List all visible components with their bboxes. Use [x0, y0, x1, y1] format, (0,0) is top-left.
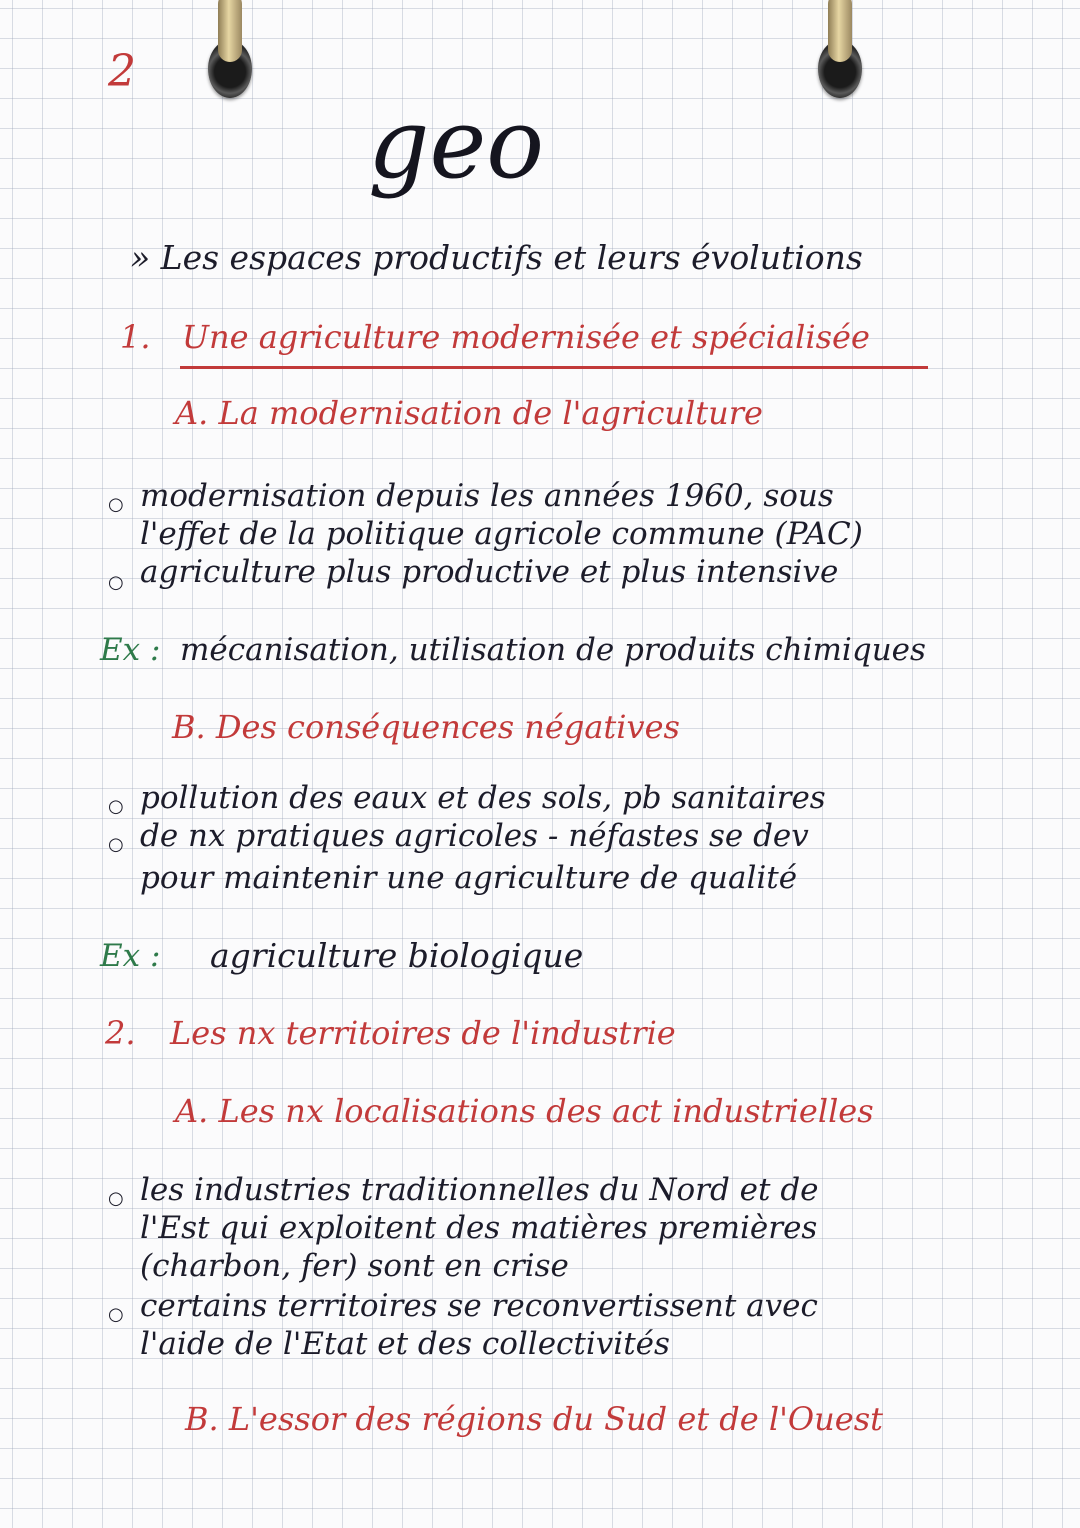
section1-a-bullet-2: agriculture plus productive et plus intensive — [140, 554, 839, 590]
bullet-dot: ○ — [108, 834, 124, 855]
section1-b-title: B. Des conséquences négatives — [172, 708, 680, 746]
section1-title: Une agriculture modernisée et spécialisée — [182, 318, 870, 356]
section2-a-bullet-2-cont: l'aide de l'Etat et des collectivités — [140, 1326, 670, 1362]
section1-b-example: agriculture biologique — [210, 936, 584, 975]
section1-number: 1. — [120, 318, 151, 356]
section2-a-bullet-1-cont2: (charbon, fer) sont en crise — [140, 1248, 569, 1284]
section2-a-bullet-2: certains territoires se reconvertissent avec — [140, 1288, 818, 1324]
main-heading: » Les espaces productifs et leurs évolutions — [130, 238, 863, 277]
section1-b-example-label: Ex : — [100, 938, 161, 974]
section1-a-bullet-1-cont: l'effet de la politique agricole commune (PAC) — [140, 516, 863, 552]
page-number: 2 — [108, 46, 136, 97]
bullet-dot: ○ — [108, 796, 124, 817]
section1-a-example-label: Ex : — [100, 632, 161, 668]
binder-ring-right — [818, 40, 862, 98]
section1-a-title: A. La modernisation de l'agriculture — [175, 394, 763, 432]
bullet-dot: ○ — [108, 1304, 124, 1325]
bullet-dot: ○ — [108, 1188, 124, 1209]
section1-b-bullet-1: pollution des eaux et des sols, pb sanitaires — [140, 780, 826, 816]
section2-a-bullet-1-cont1: l'Est qui exploitent des matières premières — [140, 1210, 818, 1246]
section1-b-bullet-2-cont: pour maintenir une agriculture de qualité — [140, 860, 798, 896]
section2-number: 2. — [105, 1014, 136, 1052]
bullet-dot: ○ — [108, 494, 124, 515]
bullet-dot: ○ — [108, 572, 124, 593]
section1-b-bullet-2: de nx pratiques agricoles - néfastes se dev — [140, 818, 809, 854]
binder-ring-left — [208, 40, 252, 98]
section1-underline — [180, 366, 928, 369]
section2-title: Les nx territoires de l'industrie — [170, 1014, 676, 1052]
section2-a-bullet-1: les industries traditionnelles du Nord et de — [140, 1172, 819, 1208]
section2-b-title: B. L'essor des régions du Sud et de l'Ouest — [185, 1400, 883, 1438]
section2-a-title: A. Les nx localisations des act industrielles — [175, 1092, 874, 1130]
section1-a-example: mécanisation, utilisation de produits chimiques — [180, 632, 926, 668]
section1-a-bullet-1: modernisation depuis les années 1960, sous — [140, 478, 834, 514]
page-title: geo — [368, 88, 545, 200]
